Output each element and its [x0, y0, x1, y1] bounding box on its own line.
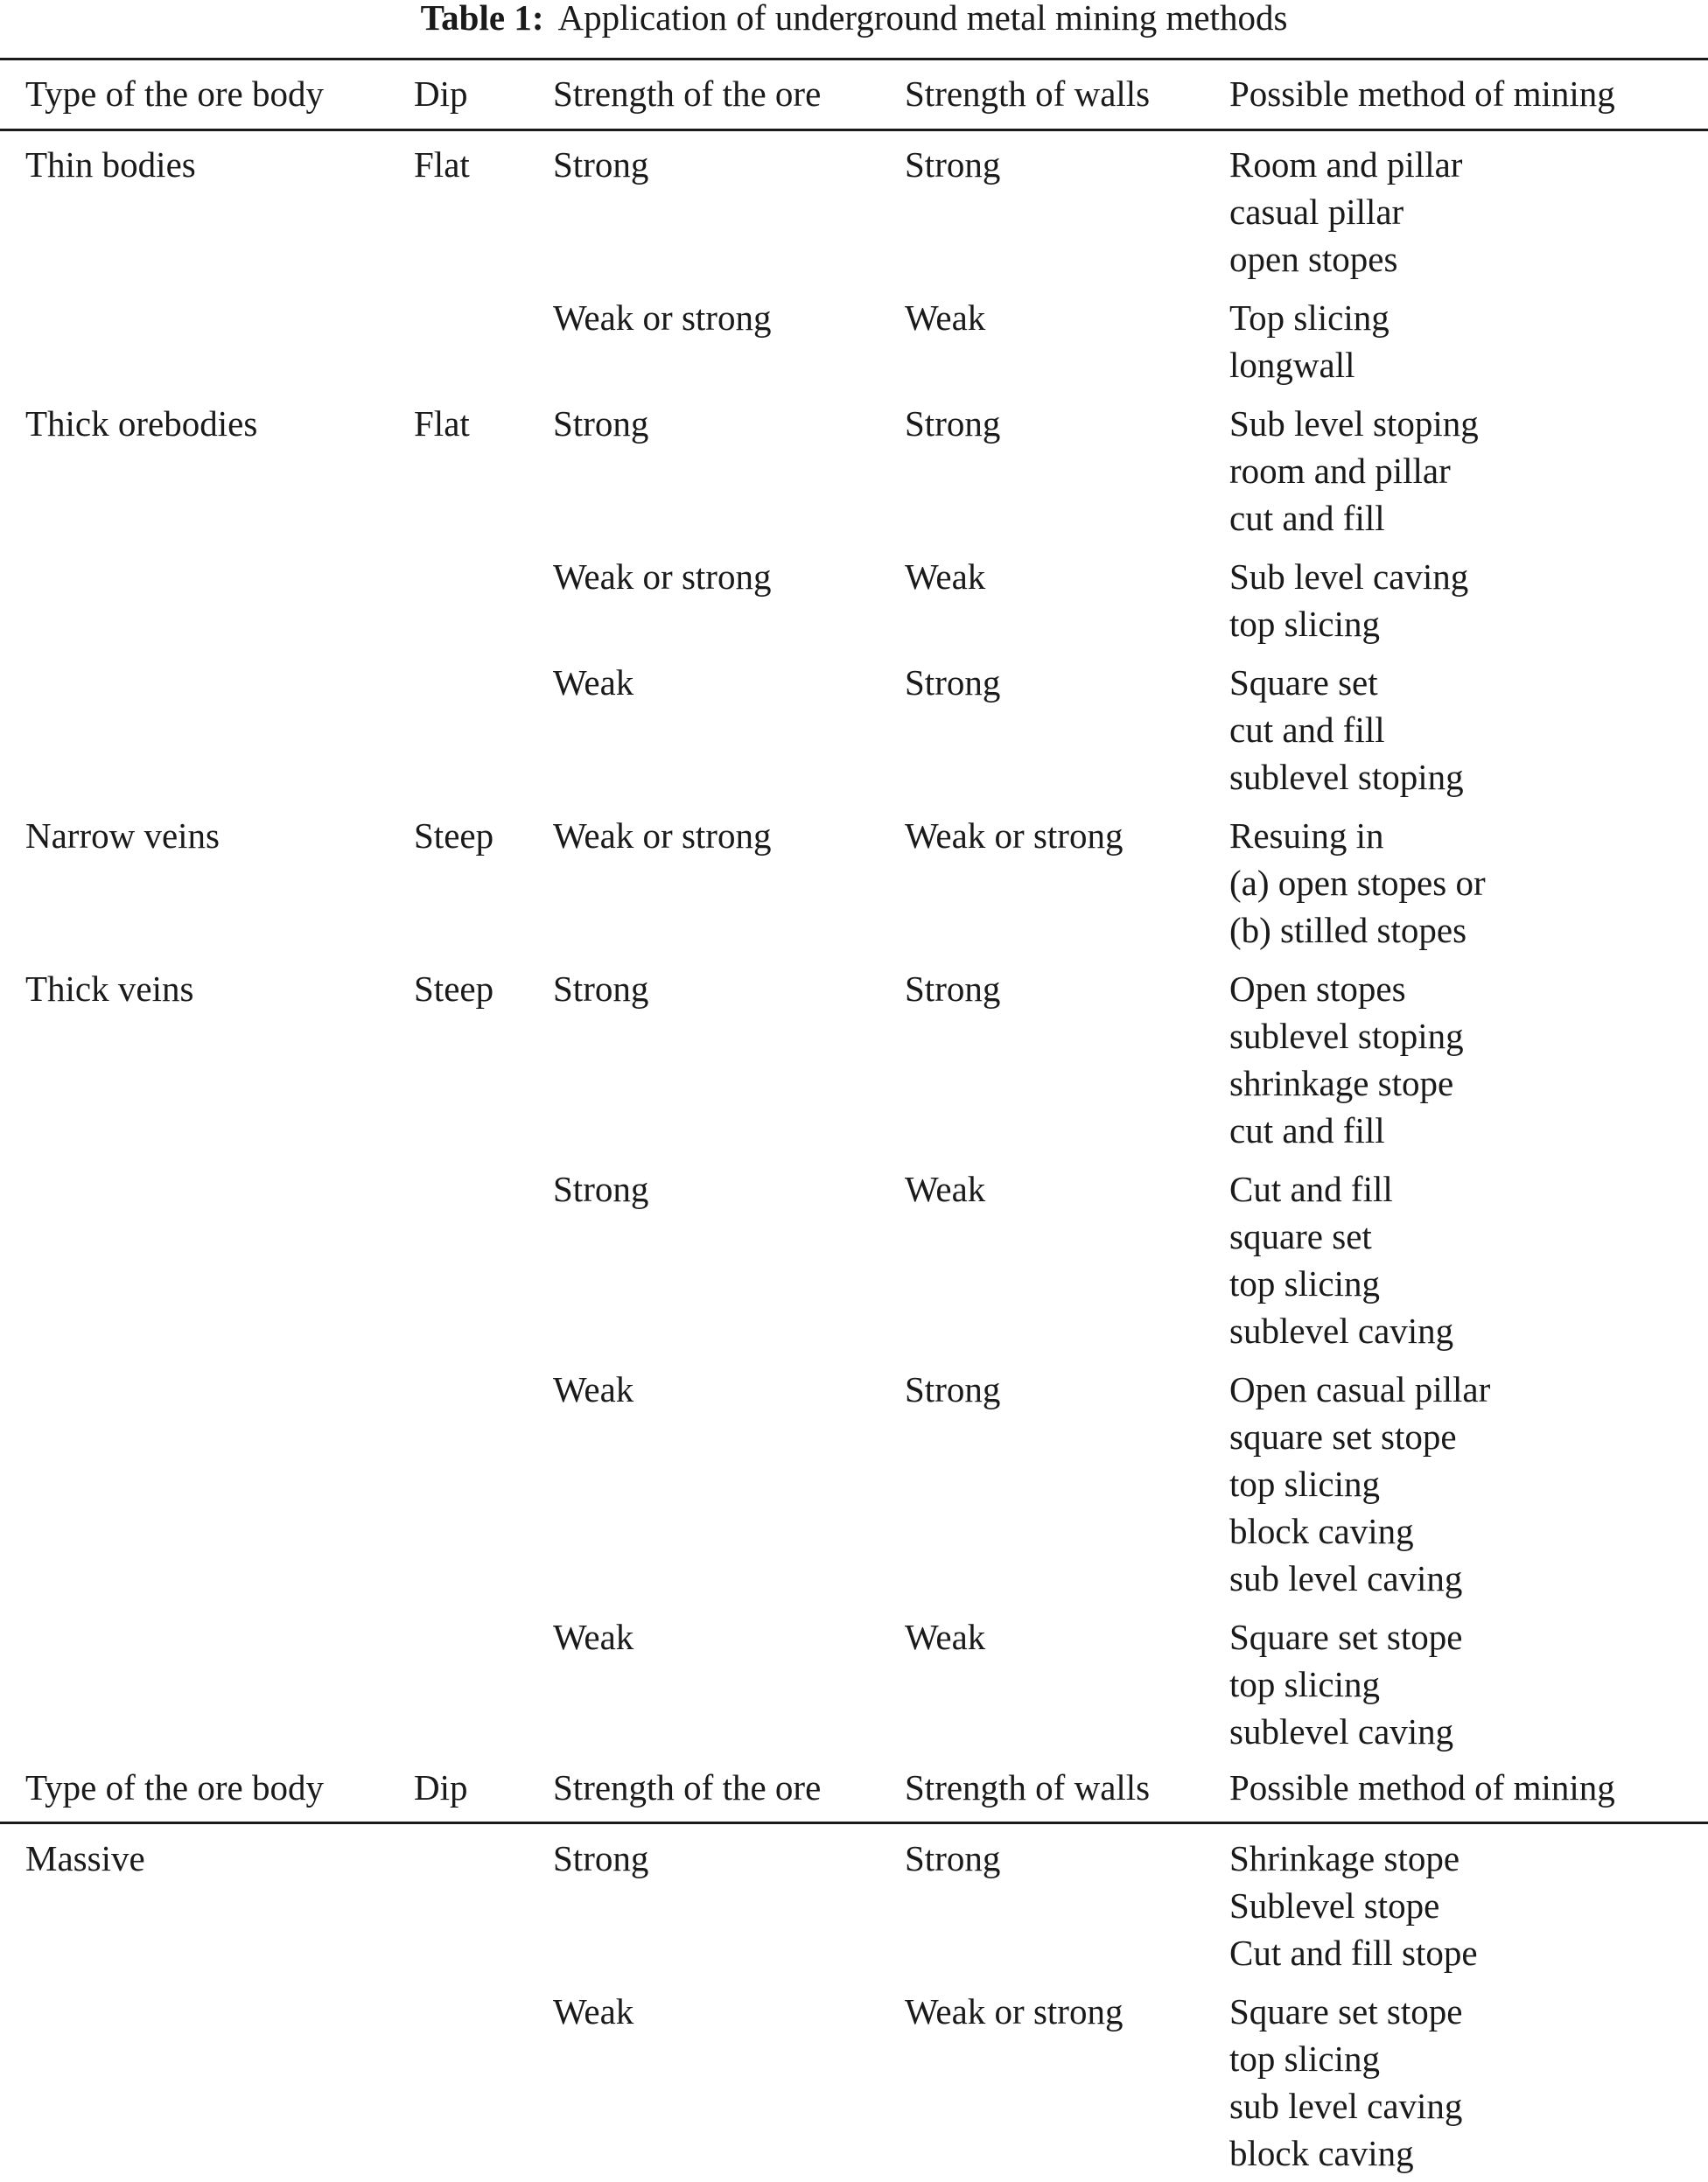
cell-methods — [1229, 1988, 1462, 2177]
table-row — [0, 141, 1708, 283]
method-line: top slicing — [1229, 1464, 1380, 1504]
table-header — [0, 70, 1708, 117]
method-line: Cut and fill stope — [1229, 1933, 1478, 1973]
method-line: Square set — [1229, 662, 1378, 703]
table-header-continued — [0, 1764, 1708, 1811]
cell-ore-body-type: Thick veins — [25, 969, 194, 1009]
cell-wall-strength: Weak or strong — [905, 815, 1124, 856]
method-line: Open casual pillar — [1229, 1369, 1491, 1409]
method-line: top slicing — [1229, 1263, 1380, 1304]
method-line: block caving — [1229, 1511, 1414, 1551]
cell-ore-strength: Strong — [553, 969, 649, 1009]
table-row — [0, 965, 1708, 1154]
cell-wall-strength: Strong — [905, 662, 1001, 703]
method-line: Shrinkage stope — [1229, 1838, 1460, 1878]
cell-ore-strength: Weak or strong — [553, 556, 772, 597]
cell-wall-strength: Strong — [905, 1369, 1001, 1409]
method-line: Top slicing — [1229, 297, 1390, 338]
method-line: square set — [1229, 1216, 1372, 1256]
method-line: sub level caving — [1229, 2086, 1463, 2126]
table-row — [0, 659, 1708, 801]
cell-dip: Flat — [414, 403, 470, 444]
cell-methods — [1229, 141, 1462, 283]
method-line: Sub level stoping — [1229, 403, 1479, 444]
method-line: room and pillar — [1229, 451, 1451, 491]
table-caption — [0, 0, 1708, 38]
cell-ore-body-type: Massive — [25, 1838, 145, 1878]
header-method: Possible method of mining — [1229, 73, 1615, 114]
continued-header-rule — [0, 1822, 1708, 1824]
cell-ore-strength: Weak or strong — [553, 297, 772, 338]
cell-methods — [1229, 294, 1390, 388]
cell-dip: Steep — [414, 969, 494, 1009]
cell-ore-strength: Weak — [553, 662, 634, 703]
cell-wall-strength: Weak — [905, 556, 986, 597]
header-method: Possible method of mining — [1229, 1767, 1615, 1808]
cell-ore-strength: Strong — [553, 144, 649, 185]
cell-wall-strength: Weak — [905, 1617, 986, 1657]
method-line: top slicing — [1229, 604, 1380, 644]
cell-ore-body-type: Narrow veins — [25, 815, 220, 856]
header-dip: Dip — [414, 1767, 468, 1808]
cell-methods — [1229, 1835, 1478, 1976]
cell-wall-strength: Weak — [905, 297, 986, 338]
cell-dip: Flat — [414, 144, 470, 185]
method-line: Open stopes — [1229, 969, 1406, 1009]
cell-ore-strength: Strong — [553, 1169, 649, 1209]
method-line: cut and fill — [1229, 1110, 1385, 1150]
method-line: sublevel caving — [1229, 1711, 1454, 1752]
method-line: shrinkage stope — [1229, 1063, 1454, 1103]
method-line: open stopes — [1229, 239, 1398, 279]
cell-wall-strength: Strong — [905, 969, 1001, 1009]
method-line: (b) stilled stopes — [1229, 910, 1467, 950]
cell-methods — [1229, 1613, 1462, 1755]
method-line: cut and fill — [1229, 710, 1385, 750]
method-line: sub level caving — [1229, 1558, 1463, 1598]
method-line: (a) open stopes or — [1229, 863, 1486, 903]
method-line: cut and fill — [1229, 498, 1385, 538]
method-line: block caving — [1229, 2133, 1414, 2173]
table-caption-text: Application of underground metal mining methods — [557, 0, 1288, 38]
table-row — [0, 1366, 1708, 1602]
cell-methods — [1229, 400, 1479, 542]
top-rule — [0, 58, 1708, 60]
cell-ore-strength: Weak — [553, 1991, 634, 2032]
header-ore-strength: Strength of the ore — [553, 73, 822, 114]
method-line: Sublevel stope — [1229, 1885, 1440, 1926]
table-row — [0, 1835, 1708, 1976]
cell-wall-strength: Strong — [905, 403, 1001, 444]
cell-ore-strength: Weak or strong — [553, 815, 772, 856]
method-line: Room and pillar — [1229, 144, 1463, 185]
cell-methods — [1229, 553, 1468, 647]
method-line: Cut and fill — [1229, 1169, 1393, 1209]
cell-wall-strength: Strong — [905, 1838, 1001, 1878]
header-wall-strength: Strength of walls — [905, 1767, 1151, 1808]
cell-wall-strength: Weak or strong — [905, 1991, 1124, 2032]
method-line: Sub level caving — [1229, 556, 1469, 597]
table-row — [0, 1613, 1708, 1755]
method-line: sublevel caving — [1229, 1311, 1454, 1351]
method-line: Square set stope — [1229, 1991, 1463, 2032]
header-type: Type of the ore body — [25, 73, 324, 114]
header-ore-strength: Strength of the ore — [553, 1767, 822, 1808]
cell-ore-strength: Weak — [553, 1617, 634, 1657]
method-line: top slicing — [1229, 1664, 1380, 1704]
table-row — [0, 812, 1708, 954]
table-row — [0, 294, 1708, 388]
table-row — [0, 1988, 1708, 2177]
header-rule — [0, 129, 1708, 131]
cell-dip: Steep — [414, 815, 494, 856]
header-wall-strength: Strength of walls — [905, 73, 1151, 114]
method-line: Square set stope — [1229, 1617, 1463, 1657]
cell-methods — [1229, 659, 1464, 801]
method-line: square set stope — [1229, 1416, 1457, 1457]
cell-ore-strength: Weak — [553, 1369, 634, 1409]
table-row — [0, 400, 1708, 542]
cell-wall-strength: Weak — [905, 1169, 986, 1209]
cell-wall-strength: Strong — [905, 144, 1001, 185]
method-line: sublevel stoping — [1229, 1016, 1464, 1056]
cell-methods — [1229, 1366, 1490, 1602]
cell-methods — [1229, 812, 1486, 954]
header-type: Type of the ore body — [25, 1767, 324, 1808]
method-line: Resuing in — [1229, 815, 1384, 856]
cell-methods — [1229, 965, 1464, 1154]
method-line: casual pillar — [1229, 192, 1404, 232]
cell-methods — [1229, 1165, 1453, 1354]
table-row — [0, 1165, 1708, 1354]
cell-ore-strength: Strong — [553, 403, 649, 444]
header-dip: Dip — [414, 73, 468, 114]
table-row — [0, 553, 1708, 647]
method-line: top slicing — [1229, 2039, 1380, 2079]
cell-ore-body-type: Thick orebodies — [25, 403, 258, 444]
cell-ore-strength: Strong — [553, 1838, 649, 1878]
table-caption-label: Table 1: — [420, 0, 544, 38]
method-line: longwall — [1229, 345, 1355, 385]
method-line: sublevel stoping — [1229, 757, 1464, 797]
cell-ore-body-type: Thin bodies — [25, 144, 196, 185]
